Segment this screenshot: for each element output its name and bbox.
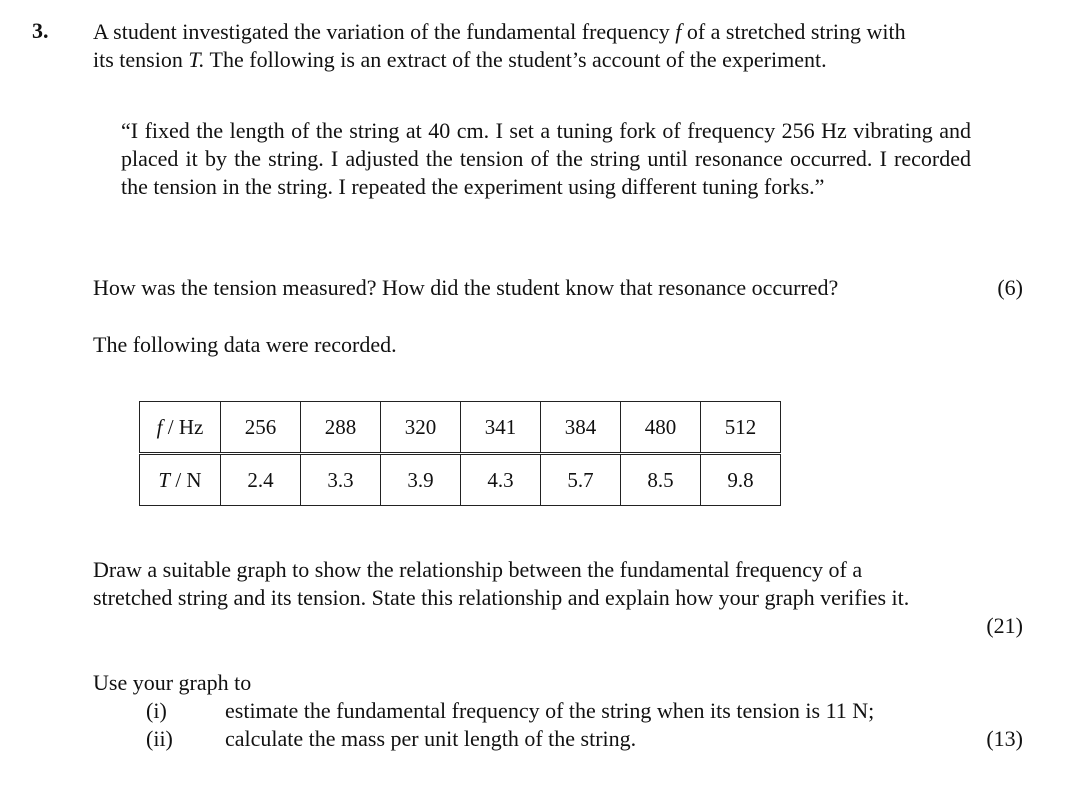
- T-cell: 5.7: [541, 454, 621, 506]
- part-b-marks: (21): [986, 613, 1023, 638]
- part-c-item-label: (ii): [146, 726, 173, 751]
- intro-text-2b: The following is an extract of the student’s account of the experiment.: [204, 47, 827, 72]
- intro-var-T: T.: [188, 47, 205, 72]
- question-number: 3.: [32, 18, 49, 43]
- f-cell: 384: [541, 402, 621, 454]
- f-cell: 256: [221, 402, 301, 454]
- intro-line-1: [93, 18, 1033, 46]
- part-a-marks: (6): [997, 275, 1023, 300]
- intro-text-1b: of a stretched string with: [681, 19, 906, 44]
- question-intro: [93, 18, 1033, 74]
- f-cell: 288: [301, 402, 381, 454]
- tension-unit: / N: [170, 467, 202, 492]
- T-cell: 3.3: [301, 454, 381, 506]
- frequency-unit: / Hz: [162, 414, 204, 439]
- T-cell: 2.4: [221, 454, 301, 506]
- table-row-frequency: [140, 402, 781, 454]
- part-c-item-label: (i): [146, 698, 167, 723]
- part-a-question: How was the tension measured? How did the student know that resonance occurred?: [93, 275, 839, 300]
- part-c-item: [93, 725, 1023, 753]
- student-account-quote: “I fixed the length of the string at 40 cm. I set a tuning fork of frequency 256 Hz vibrating and placed it by the string. I adjusted the tension of the string until resonance occurred. I recorded the tension in the string. I repeated the experiment using different tuning forks.”: [121, 118, 971, 199]
- row-label-tension: [140, 454, 221, 506]
- T-cell: 9.8: [701, 454, 781, 506]
- intro-var-f: f: [675, 19, 682, 44]
- part-c-marks: (13): [986, 726, 1023, 751]
- f-cell: 480: [621, 402, 701, 454]
- f-cell: 341: [461, 402, 541, 454]
- data-intro: The following data were recorded.: [93, 332, 397, 357]
- part-c-lead: Use your graph to: [93, 670, 252, 695]
- f-cell: 320: [381, 402, 461, 454]
- intro-line-2: [93, 46, 1033, 74]
- part-c-item-text: estimate the fundamental frequency of the string when its tension is 11 N;: [225, 698, 875, 723]
- row-label-frequency: [140, 402, 221, 454]
- part-b-line-1: Draw a suitable graph to show the relationship between the fundamental frequency of a: [93, 557, 863, 582]
- part-c-item: [93, 697, 1023, 725]
- T-cell: 4.3: [461, 454, 541, 506]
- T-cell: 8.5: [621, 454, 701, 506]
- intro-text-1a: A student investigated the variation of the fundamental frequency: [93, 19, 676, 44]
- f-cell: 512: [701, 402, 781, 454]
- part-b-line-2: stretched string and its tension. State this relationship and explain how your graph verifies it.: [93, 585, 910, 610]
- tension-symbol: T: [158, 467, 171, 492]
- part-c: [93, 669, 1023, 753]
- T-cell: 3.9: [381, 454, 461, 506]
- part-c-item-text: calculate the mass per unit length of the string.: [225, 726, 637, 751]
- frequency-symbol: f: [156, 414, 163, 439]
- part-b: [93, 556, 1023, 640]
- table-row-tension: [140, 454, 781, 506]
- data-table: [139, 401, 781, 506]
- intro-text-2a: its tension: [93, 47, 189, 72]
